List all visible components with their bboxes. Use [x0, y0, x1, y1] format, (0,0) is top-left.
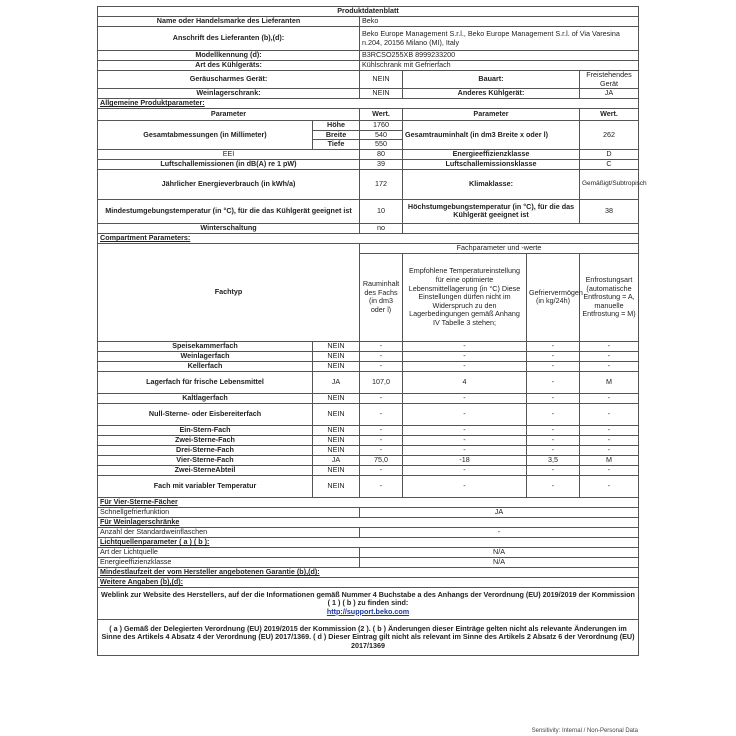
supplier-value: Beko	[360, 17, 639, 27]
defrost-col-header: Enfrostungsart (automatische Entfrostung = A, manuelle Entfrostung = M)	[580, 253, 639, 341]
energy-class-label: Energieeffizienzklasse	[403, 149, 580, 159]
compartment-name: Vier-Sterne-Fach	[98, 455, 313, 465]
width-label: Breite	[313, 130, 360, 140]
compartment-defrost: M	[580, 455, 639, 465]
depth-value: 550	[360, 140, 403, 150]
wine-cabinet-value: NEIN	[360, 89, 403, 99]
value-col-header-2: Wert.	[580, 109, 639, 121]
sheet-title: Produktdatenblatt	[98, 7, 639, 17]
compartment-defrost: -	[580, 403, 639, 425]
compartment-name: Speisekammerfach	[98, 341, 313, 351]
compartment-defrost: -	[580, 341, 639, 351]
compartment-temperature: -	[403, 465, 527, 475]
compartment-freezing: -	[527, 475, 580, 497]
compartment-present: JA	[313, 455, 360, 465]
climate-class-value: Gemäßigt/Subtropisch	[580, 169, 639, 199]
wine-cabinet-label: Weinlagerschrank:	[98, 89, 360, 99]
other-appliance-value: JA	[580, 89, 639, 99]
annual-energy-label: Jährlicher Energieverbrauch (in kWh/a)	[98, 169, 360, 199]
supplier-label: Name oder Handelsmarke des Lieferanten	[98, 17, 360, 27]
compartment-freezing: -	[527, 425, 580, 435]
compartment-name: Kellerfach	[98, 361, 313, 371]
compartment-volume: -	[360, 425, 403, 435]
compartment-temperature: -	[403, 351, 527, 361]
design-value: Freistehendes Gerät	[580, 71, 639, 89]
annual-energy-value: 172	[360, 169, 403, 199]
compartment-freezing: -	[527, 393, 580, 403]
compartment-row	[98, 425, 639, 435]
compartment-rows	[98, 341, 639, 497]
compartment-defrost: -	[580, 445, 639, 455]
compartment-temperature: -	[403, 435, 527, 445]
height-label: Höhe	[313, 121, 360, 131]
compartment-volume: -	[360, 475, 403, 497]
compartment-row	[98, 465, 639, 475]
value-col-header: Wert.	[360, 109, 403, 121]
compartment-temperature: -	[403, 445, 527, 455]
compartment-freezing: -	[527, 445, 580, 455]
compartment-present: NEIN	[313, 403, 360, 425]
dimensions-label: Gesamtabmessungen (in Millimeter)	[98, 121, 313, 150]
winter-setting-value: no	[360, 223, 403, 233]
compartment-row	[98, 475, 639, 497]
address-label: Anschrift des Lieferanten (b),(d):	[98, 27, 360, 51]
compartment-volume: -	[360, 445, 403, 455]
volume-value: 262	[580, 121, 639, 150]
compartment-name: Lagerfach für frische Lebensmittel	[98, 371, 313, 393]
compartment-name: Kaltlagerfach	[98, 393, 313, 403]
compartment-volume: 75,0	[360, 455, 403, 465]
compartment-present: NEIN	[313, 341, 360, 351]
compartment-volume: -	[360, 351, 403, 361]
compartment-row	[98, 435, 639, 445]
compartment-type-header: Fachtyp	[98, 243, 360, 341]
type-label: Art des Kühlgeräts:	[98, 61, 360, 71]
freezing-col-header: Gefriervermögen (in kg/24h)	[527, 253, 580, 341]
noise-emission-label: Luftschallemissionen (in dB(A) re 1 pW)	[98, 159, 360, 169]
climate-class-label: Klimaklasse:	[403, 169, 580, 199]
compartment-row	[98, 371, 639, 393]
compartment-temperature: -	[403, 403, 527, 425]
compartment-present: NEIN	[313, 435, 360, 445]
quick-freeze-label: Schnellgefrierfunktion	[98, 507, 360, 517]
low-noise-label: Geräuscharmes Gerät:	[98, 71, 360, 89]
compartment-temperature: 4	[403, 371, 527, 393]
compartment-name: Zwei-Sterne-Fach	[98, 435, 313, 445]
compartment-name: Ein-Stern-Fach	[98, 425, 313, 435]
compartment-defrost: -	[580, 361, 639, 371]
winter-setting-label: Winterschaltung	[98, 223, 360, 233]
compartment-present: NEIN	[313, 445, 360, 455]
noise-class-label: Luftschallemissionsklasse	[403, 159, 580, 169]
low-noise-value: NEIN	[360, 71, 403, 89]
compartment-freezing: -	[527, 351, 580, 361]
light-class-label: Energieeffizienzklasse	[98, 557, 360, 567]
compartment-row	[98, 361, 639, 371]
compartment-temperature: -	[403, 341, 527, 351]
energy-class-value: D	[580, 149, 639, 159]
compartment-defrost: -	[580, 435, 639, 445]
compartment-freezing: -	[527, 341, 580, 351]
address-value: Beko Europe Management S.r.l., Beko Europe Management S.r.l. of Via Varesina n.204, 20156 Milano (MI), Italy	[360, 27, 639, 51]
datasheet-table	[97, 6, 647, 656]
weblink-text: Weblink zur Website des Herstellers, auf der die Informationen gemäß Nummer 4 Buchstabe a des Anhangs der Verordnung (EU) 2019/2019 der Kommission ( 1 ) ( b ) zu finden sind:	[101, 589, 635, 608]
compartment-name: Null-Sterne- oder Eisbereiterfach	[98, 403, 313, 425]
compartment-temperature: -	[403, 361, 527, 371]
compartment-defrost: M	[580, 371, 639, 393]
compartment-freezing: 3,5	[527, 455, 580, 465]
compartment-present: JA	[313, 371, 360, 393]
width-value: 540	[360, 130, 403, 140]
compartment-present: NEIN	[313, 425, 360, 435]
light-type-label: Art der Lichtquelle	[98, 547, 360, 557]
min-temp-label: Mindestumgebungstemperatur (in °C), für die das Kühlgerät geeignet ist	[98, 199, 360, 223]
temperature-col-header: Empfohlene Temperatureinstellung für eine optimierte Lebensmittellagerung (in °C) Diese Einstellungen dürfen nicht im Widerspruch zu den Lagerbedingungen gemäß Anhang IV Tabelle 3 stehen;	[403, 253, 527, 341]
volume-col-header: Rauminhalt des Fachs (in dm3 oder l)	[360, 253, 403, 341]
bottles-label: Anzahl der Standardweinflaschen	[98, 527, 360, 537]
compartment-present: NEIN	[313, 465, 360, 475]
compartment-name: Weinlagerfach	[98, 351, 313, 361]
compartment-present: NEIN	[313, 475, 360, 497]
compartment-volume: -	[360, 435, 403, 445]
compartment-params-header: Fachparameter und -werte	[360, 243, 639, 253]
compartment-row	[98, 445, 639, 455]
max-temp-value: 38	[580, 199, 639, 223]
compartment-temperature: -	[403, 425, 527, 435]
light-heading: Lichtquellenparameter ( a ) ( b ):	[98, 537, 639, 547]
compartment-present: NEIN	[313, 351, 360, 361]
wine-section-heading: Für Weinlagerschränke	[98, 517, 639, 527]
compartment-freezing: -	[527, 435, 580, 445]
light-class-value: N/A	[360, 557, 639, 567]
compartment-volume: -	[360, 403, 403, 425]
more-info-heading: Weitere Angaben (b),(d):	[98, 577, 639, 587]
design-label: Bauart:	[403, 71, 580, 89]
param-col-header: Parameter	[98, 109, 360, 121]
compartment-volume: -	[360, 361, 403, 371]
eei-label: EEI	[98, 149, 360, 159]
height-value: 1760	[360, 121, 403, 131]
compartment-row	[98, 455, 639, 465]
compartment-name: Zwei-SterneAbteil	[98, 465, 313, 475]
compartment-volume: -	[360, 465, 403, 475]
model-label: Modellkennung (d):	[98, 51, 360, 61]
four-star-heading: Für Vier-Sterne-Fächer	[98, 497, 639, 507]
quick-freeze-value: JA	[360, 507, 639, 517]
type-value: Kühlschrank mit Gefrierfach	[360, 61, 639, 71]
compartment-volume: -	[360, 393, 403, 403]
compartment-present: NEIN	[313, 393, 360, 403]
other-appliance-label: Anderes Kühlgerät:	[403, 89, 580, 99]
min-temp-value: 10	[360, 199, 403, 223]
compartment-temperature: -	[403, 393, 527, 403]
compartment-row	[98, 403, 639, 425]
compartment-defrost: -	[580, 351, 639, 361]
compartment-freezing: -	[527, 403, 580, 425]
footnote: ( a ) Gemäß der Delegierten Verordnung (EU) 2019/2015 der Kommission (2 ). ( b ) Änderungen dieser Einträge gelten nicht als relevante Änderungen im Sinne des Artikels 4 Absatz 4 der Verordnung (EU) 2017/1369. ( d ) Dieser Eintrag gilt nicht als relevant im Sinne des Artikels 2 Absatz 6 der Verordnung (EU) 2017/1369	[98, 619, 639, 655]
compartment-row	[98, 393, 639, 403]
bottles-value: -	[360, 527, 639, 537]
compartment-defrost: -	[580, 425, 639, 435]
compartment-present: NEIN	[313, 361, 360, 371]
compartment-temperature: -18	[403, 455, 527, 465]
sensitivity-label: Sensitivity: Internal / Non-Personal Data	[531, 728, 638, 734]
compartment-defrost: -	[580, 475, 639, 497]
compartment-freezing: -	[527, 361, 580, 371]
model-value: B3RCSO255XB 8999233200	[360, 51, 639, 61]
compartment-row	[98, 351, 639, 361]
noise-class-value: C	[580, 159, 639, 169]
compartment-temperature: -	[403, 475, 527, 497]
max-temp-label: Höchstumgebungstemperatur (in °C), für die das Kühlgerät geeignet ist	[403, 199, 580, 223]
compartment-freezing: -	[527, 371, 580, 393]
light-type-value: N/A	[360, 547, 639, 557]
support-link[interactable]: http://support.beko.com	[326, 606, 410, 616]
compartment-defrost: -	[580, 465, 639, 475]
depth-label: Tiefe	[313, 140, 360, 150]
eei-value: 80	[360, 149, 403, 159]
general-params-heading: Allgemeine Produktparameter:	[98, 99, 639, 109]
compartment-freezing: -	[527, 465, 580, 475]
warranty-heading: Mindestlaufzeit der vom Hersteller angebotenen Garantie (b),(d):	[98, 567, 639, 577]
param-col-header-2: Parameter	[403, 109, 580, 121]
compartment-name: Drei-Sterne-Fach	[98, 445, 313, 455]
product-datasheet	[97, 6, 647, 656]
volume-label: Gesamtrauminhalt (in dm3 Breite x oder l)	[403, 121, 580, 150]
compartment-defrost: -	[580, 393, 639, 403]
noise-emission-value: 39	[360, 159, 403, 169]
compartment-volume: 107,0	[360, 371, 403, 393]
compartment-row	[98, 341, 639, 351]
compartment-name: Fach mit variabler Temperatur	[98, 475, 313, 497]
compartment-heading: Compartment Parameters:	[98, 233, 639, 243]
compartment-volume: -	[360, 341, 403, 351]
